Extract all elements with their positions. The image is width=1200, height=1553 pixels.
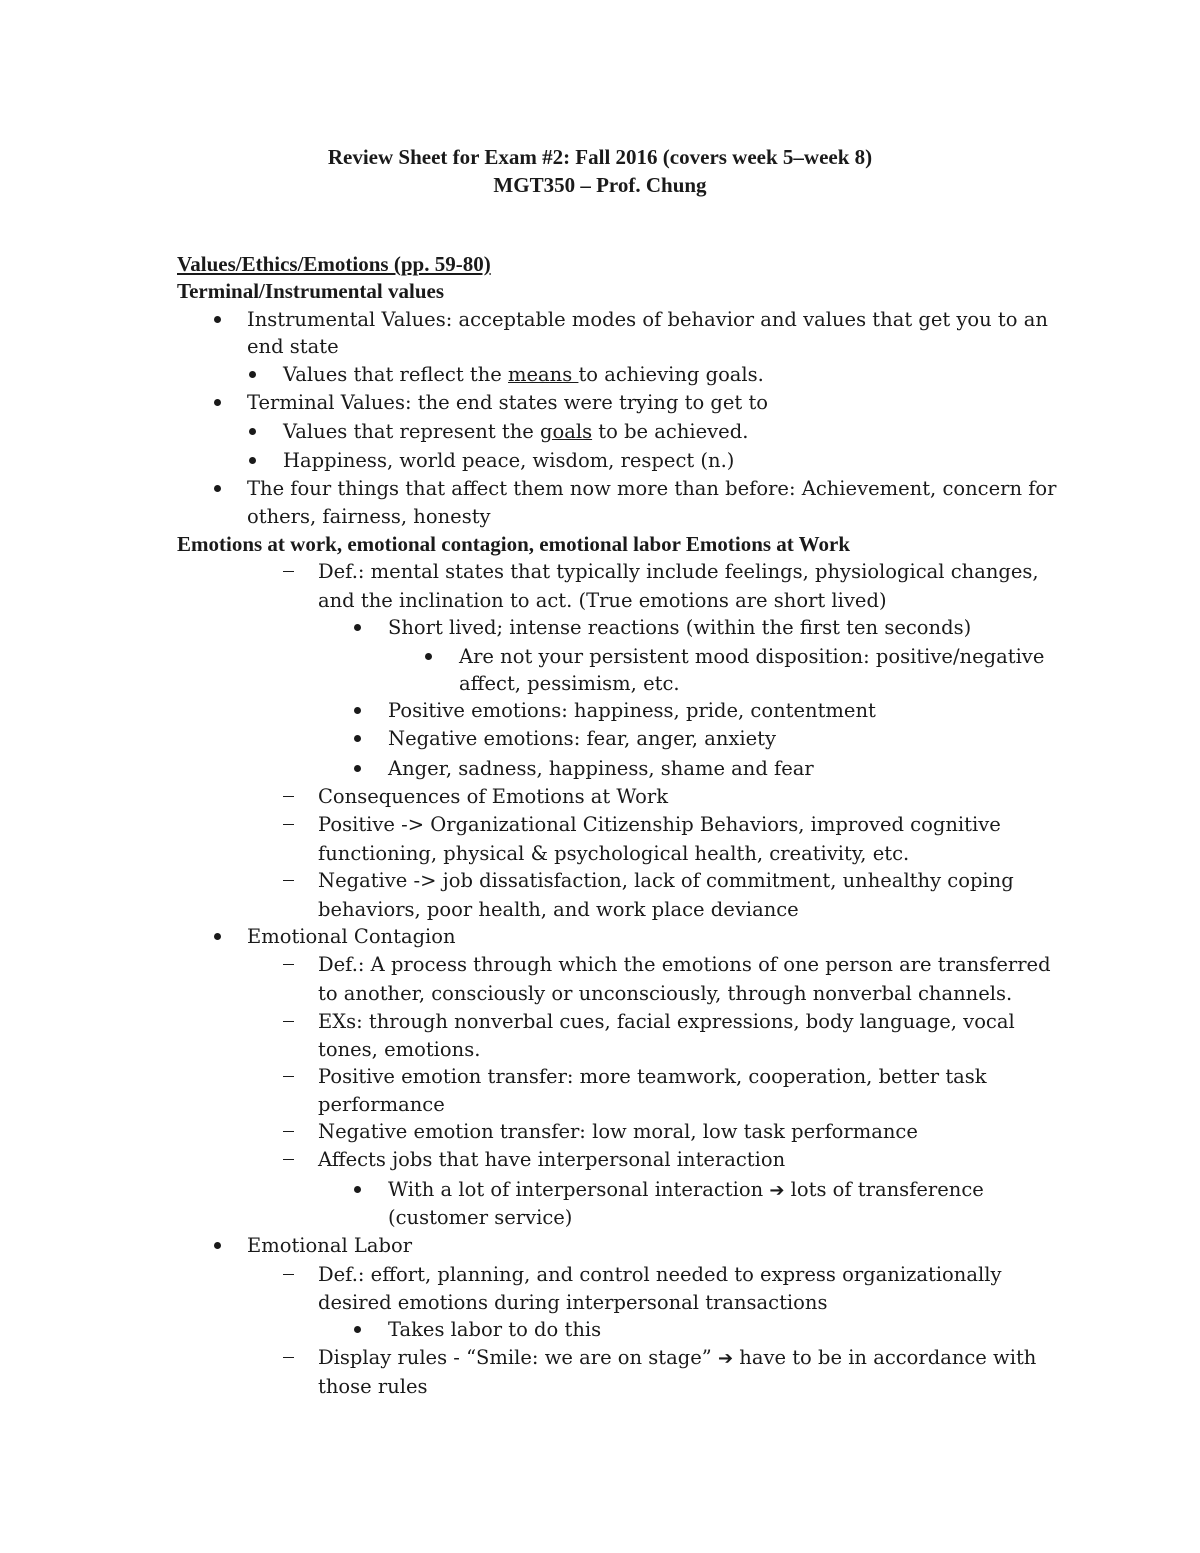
section-heading: Values/Ethics/Emotions (pp. 59-80) <box>177 252 491 276</box>
bullet-marker <box>214 389 221 417</box>
list-item-continuation: affect, pessimism, etc. <box>459 672 680 695</box>
bullet-marker <box>249 447 256 475</box>
list-item-continuation: tones, emotions. <box>318 1038 481 1061</box>
list-item-continuation: those rules <box>318 1375 428 1398</box>
bullet-marker <box>214 475 221 503</box>
dash-marker <box>283 1146 294 1174</box>
list-item: Consequences of Emotions at Work <box>318 785 669 808</box>
list-item-continuation: end state <box>247 335 339 358</box>
dash-marker <box>283 867 294 895</box>
document-title: Review Sheet for Exam #2: Fall 2016 (covers week 5–week 8) <box>327 145 873 169</box>
bullet-marker <box>249 361 256 389</box>
bullet-marker <box>214 923 221 951</box>
subheading-values: Terminal/Instrumental values <box>177 279 444 303</box>
right-arrow-icon: ➔ <box>717 1348 734 1369</box>
dash-marker <box>283 1261 294 1289</box>
dash-marker <box>283 811 294 839</box>
list-item: Affects jobs that have interpersonal interaction <box>318 1148 786 1171</box>
dash-marker <box>283 1344 294 1372</box>
list-item: Values that reflect the means to achieving goals. <box>283 363 764 386</box>
bullet-marker <box>425 643 432 671</box>
list-item: Negative emotion transfer: low moral, low task performance <box>318 1120 918 1143</box>
list-item: Terminal Values: the end states were trying to get to <box>247 391 769 414</box>
list-item-continuation: others, fairness, honesty <box>247 505 491 528</box>
underlined-word: means <box>508 363 579 386</box>
dash-marker <box>283 951 294 979</box>
list-item: Emotional Contagion <box>247 925 456 948</box>
bullet-marker <box>214 306 221 334</box>
list-item: Def.: A process through which the emotions of one person are transferred <box>318 953 1051 976</box>
list-item: Def.: effort, planning, and control needed to express organizationally <box>318 1263 1002 1286</box>
bullet-marker <box>354 725 361 753</box>
list-item: Values that represent the goals to be achieved. <box>283 420 749 443</box>
bullet-marker <box>354 697 361 725</box>
list-item-continuation: functioning, physical & psychological health, creativity, etc. <box>318 842 910 865</box>
bullet-marker <box>214 1232 221 1260</box>
list-item: Emotional Labor <box>247 1234 413 1257</box>
list-item-continuation: desired emotions during interpersonal transactions <box>318 1291 828 1314</box>
subheading-emotions: Emotions at work, emotional contagion, emotional labor Emotions at Work <box>177 532 850 556</box>
list-item-continuation: (customer service) <box>388 1206 573 1229</box>
list-item: Are not your persistent mood disposition: positive/negative <box>459 645 1045 668</box>
list-item: Anger, sadness, happiness, shame and fear <box>388 757 814 780</box>
list-item: Positive emotions: happiness, pride, contentment <box>388 699 876 722</box>
list-item-continuation: performance <box>318 1093 445 1116</box>
dash-marker <box>283 558 294 586</box>
bullet-marker <box>354 1176 361 1204</box>
underlined-word: goals <box>540 420 593 443</box>
bullet-marker <box>354 614 361 642</box>
list-item: Negative -> job dissatisfaction, lack of commitment, unhealthy coping <box>318 869 1014 892</box>
dash-marker <box>283 783 294 811</box>
list-item: Display rules - “Smile: we are on stage” ➔ have to be in accordance with <box>318 1346 1037 1369</box>
right-arrow-icon: ➔ <box>769 1180 785 1201</box>
list-item: Instrumental Values: acceptable modes of behavior and values that get you to an <box>247 308 1048 331</box>
list-item-continuation: to another, consciously or unconsciously, through nonverbal channels. <box>318 982 1013 1005</box>
list-item: Short lived; intense reactions (within the first ten seconds) <box>388 616 972 639</box>
list-item: Def.: mental states that typically include feelings, physiological changes, <box>318 560 1039 583</box>
list-item: Positive -> Organizational Citizenship Behaviors, improved cognitive <box>318 813 1001 836</box>
list-item: The four things that affect them now more than before: Achievement, concern for <box>247 477 1057 500</box>
dash-marker <box>283 1008 294 1036</box>
list-item: Takes labor to do this <box>388 1318 602 1341</box>
list-item: Positive emotion transfer: more teamwork, cooperation, better task <box>318 1065 987 1088</box>
dash-marker <box>283 1118 294 1146</box>
dash-marker <box>283 1063 294 1091</box>
bullet-marker <box>354 1316 361 1344</box>
list-item: Happiness, world peace, wisdom, respect (n.) <box>283 449 735 472</box>
bullet-marker <box>249 418 256 446</box>
bullet-marker <box>354 755 361 783</box>
list-item-continuation: behaviors, poor health, and work place deviance <box>318 898 799 921</box>
list-item: With a lot of interpersonal interaction ➔ lots of transference <box>388 1178 984 1201</box>
list-item-continuation: and the inclination to act. (True emotions are short lived) <box>318 589 887 612</box>
list-item: Negative emotions: fear, anger, anxiety <box>388 727 777 750</box>
list-item: EXs: through nonverbal cues, facial expressions, body language, vocal <box>318 1010 1015 1033</box>
course-line: MGT350 – Prof. Chung <box>493 173 707 197</box>
